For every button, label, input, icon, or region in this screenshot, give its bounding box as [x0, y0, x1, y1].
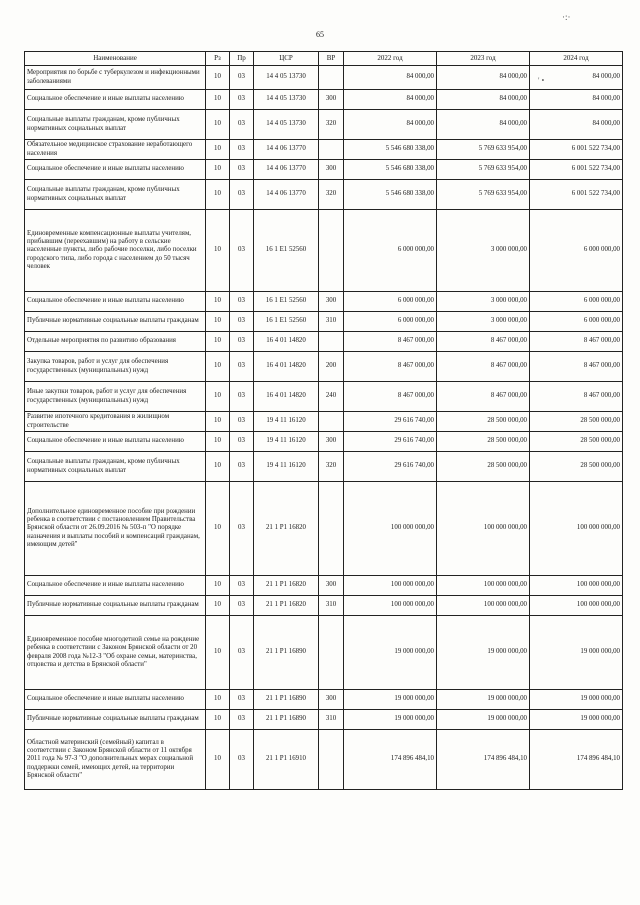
cell-y2022: 19 000 000,00 [344, 690, 437, 710]
cell-csr: 21 1 P1 16890 [254, 710, 319, 730]
cell-y2023: 3 000 000,00 [437, 210, 530, 292]
cell-vr [319, 66, 344, 90]
cell-csr: 14 4 06 13770 [254, 140, 319, 160]
cell-name: Публичные нормативные социальные выплаты гражданам [25, 710, 206, 730]
cell-y2024: 19 000 000,00 [530, 690, 623, 710]
cell-vr: 240 [319, 382, 344, 412]
cell-vr [319, 616, 344, 690]
cell-vr: 200 [319, 352, 344, 382]
cell-vr: 320 [319, 452, 344, 482]
cell-vr [319, 140, 344, 160]
cell-rz: 10 [206, 160, 230, 180]
cell-y2023: 5 769 633 954,00 [437, 180, 530, 210]
cell-pr: 03 [230, 412, 254, 432]
cell-vr [319, 730, 344, 790]
cell-vr: 300 [319, 160, 344, 180]
cell-y2024: 100 000 000,00 [530, 482, 623, 576]
cell-pr: 03 [230, 452, 254, 482]
cell-y2023: 174 896 484,10 [437, 730, 530, 790]
cell-pr: 03 [230, 432, 254, 452]
cell-vr [319, 332, 344, 352]
cell-name: Отдельные мероприятия по развитию образования [25, 332, 206, 352]
cell-pr: 03 [230, 66, 254, 90]
cell-vr: 320 [319, 180, 344, 210]
cell-name: Социальные выплаты гражданам, кроме публичных нормативных социальных выплат [25, 110, 206, 140]
cell-pr: 03 [230, 690, 254, 710]
cell-y2024: 6 001 522 734,00 [530, 180, 623, 210]
cell-y2022: 29 616 740,00 [344, 452, 437, 482]
cell-pr: 03 [230, 710, 254, 730]
cell-csr: 19 4 11 16120 [254, 412, 319, 432]
cell-pr: 03 [230, 482, 254, 576]
table-row [25, 90, 623, 110]
cell-pr: 03 [230, 332, 254, 352]
cell-rz: 10 [206, 292, 230, 312]
cell-name: Иные закупки товаров, работ и услуг для обеспечения государственных (муниципальных) нужд [25, 382, 206, 412]
cell-y2023: 19 000 000,00 [437, 710, 530, 730]
cell-rz: 10 [206, 210, 230, 292]
cell-vr: 300 [319, 432, 344, 452]
cell-rz: 10 [206, 382, 230, 412]
cell-y2023: 84 000,00 [437, 110, 530, 140]
cell-vr: 300 [319, 576, 344, 596]
cell-rz: 10 [206, 690, 230, 710]
header-pr: Пр [230, 52, 254, 66]
table-row [25, 576, 623, 596]
cell-y2022: 5 546 680 338,00 [344, 180, 437, 210]
table-row [25, 596, 623, 616]
cell-name: Дополнительное единовременное пособие при рождении ребенка в соответствии с постановлением Правительства Брянской области от 26.09.2016 № 503-п "О порядке назначения и выплаты пособий и компенсаций гражданам, имеющим детей" [25, 482, 206, 576]
cell-y2024: 6 000 000,00 [530, 312, 623, 332]
cell-y2022: 84 000,00 [344, 90, 437, 110]
cell-csr: 21 1 P1 16820 [254, 482, 319, 576]
cell-vr: 300 [319, 690, 344, 710]
cell-y2024: 6 000 000,00 [530, 292, 623, 312]
cell-rz: 10 [206, 710, 230, 730]
cell-y2023: 19 000 000,00 [437, 690, 530, 710]
table-row [25, 66, 623, 90]
header-name: Наименование [25, 52, 206, 66]
cell-y2024: 174 896 484,10 [530, 730, 623, 790]
cell-name: Социальное обеспечение и иные выплаты населению [25, 160, 206, 180]
cell-name: Социальное обеспечение и иные выплаты населению [25, 690, 206, 710]
cell-y2024: 28 500 000,00 [530, 452, 623, 482]
table-body [25, 66, 623, 790]
cell-rz: 10 [206, 596, 230, 616]
cell-rz: 10 [206, 110, 230, 140]
page-number: 65 [316, 30, 324, 39]
cell-pr: 03 [230, 90, 254, 110]
header-vr: ВР [319, 52, 344, 66]
cell-rz: 10 [206, 482, 230, 576]
cell-name: Социальные выплаты гражданам, кроме публичных нормативных социальных выплат [25, 452, 206, 482]
cell-y2024: 84 000,00 [530, 110, 623, 140]
cell-csr: 19 4 11 16120 [254, 452, 319, 482]
table-row [25, 332, 623, 352]
table-row [25, 710, 623, 730]
cell-vr [319, 482, 344, 576]
cell-y2022: 100 000 000,00 [344, 482, 437, 576]
cell-y2023: 8 467 000,00 [437, 382, 530, 412]
cell-vr [319, 210, 344, 292]
cell-pr: 03 [230, 576, 254, 596]
cell-rz: 10 [206, 180, 230, 210]
cell-pr: 03 [230, 730, 254, 790]
cell-name: Социальное обеспечение и иные выплаты населению [25, 90, 206, 110]
header-2024: 2024 год [530, 52, 623, 66]
cell-y2023: 19 000 000,00 [437, 616, 530, 690]
table-header-row [25, 52, 623, 66]
cell-y2024: 6 001 522 734,00 [530, 140, 623, 160]
cell-y2022: 174 896 484,10 [344, 730, 437, 790]
cell-rz: 10 [206, 576, 230, 596]
cell-y2023: 28 500 000,00 [437, 412, 530, 432]
cell-y2024: 100 000 000,00 [530, 596, 623, 616]
cell-rz: 10 [206, 412, 230, 432]
cell-y2022: 100 000 000,00 [344, 576, 437, 596]
cell-rz: 10 [206, 140, 230, 160]
cell-pr: 03 [230, 140, 254, 160]
header-2022: 2022 год [344, 52, 437, 66]
cell-y2023: 28 500 000,00 [437, 452, 530, 482]
cell-csr: 21 1 P1 16890 [254, 616, 319, 690]
cell-rz: 10 [206, 452, 230, 482]
cell-vr: 300 [319, 90, 344, 110]
cell-pr: 03 [230, 160, 254, 180]
cell-y2022: 8 467 000,00 [344, 382, 437, 412]
table-row [25, 160, 623, 180]
corner-mark: ·:· [562, 12, 571, 22]
cell-csr: 21 1 P1 16820 [254, 596, 319, 616]
cell-y2023: 100 000 000,00 [437, 596, 530, 616]
cell-csr: 16 4 01 14820 [254, 352, 319, 382]
cell-y2022: 100 000 000,00 [344, 596, 437, 616]
cell-pr: 03 [230, 110, 254, 140]
cell-name: Закупка товаров, работ и услуг для обеспечения государственных (муниципальных) нужд [25, 352, 206, 382]
cell-rz: 10 [206, 616, 230, 690]
cell-y2023: 8 467 000,00 [437, 332, 530, 352]
cell-y2024: 8 467 000,00 [530, 352, 623, 382]
table-row [25, 690, 623, 710]
cell-rz: 10 [206, 312, 230, 332]
cell-y2023: 28 500 000,00 [437, 432, 530, 452]
table-row [25, 412, 623, 432]
cell-name: Публичные нормативные социальные выплаты гражданам [25, 312, 206, 332]
cell-name: Социальное обеспечение и иные выплаты населению [25, 576, 206, 596]
table-row [25, 452, 623, 482]
cell-y2023: 84 000,00 [437, 90, 530, 110]
cell-name: Единовременное пособие многодетной семье на рождение ребенка в соответствии с Законом Брянской области от 20 февраля 2008 года №12-З "Об охране семьи, материнства, отцовства и детства в Брянской области" [25, 616, 206, 690]
cell-y2023: 8 467 000,00 [437, 352, 530, 382]
cell-csr: 16 1 E1 52560 [254, 210, 319, 292]
cell-y2022: 8 467 000,00 [344, 332, 437, 352]
cell-y2024: 84 000,00 [530, 90, 623, 110]
header-rz: Рз [206, 52, 230, 66]
table-row [25, 292, 623, 312]
cell-pr: 03 [230, 312, 254, 332]
cell-rz: 10 [206, 332, 230, 352]
table-row [25, 382, 623, 412]
cell-y2023: 3 000 000,00 [437, 292, 530, 312]
cell-csr: 14 4 06 13770 [254, 180, 319, 210]
header-2023: 2023 год [437, 52, 530, 66]
cell-y2022: 6 000 000,00 [344, 292, 437, 312]
cell-pr: 03 [230, 210, 254, 292]
cell-y2024: 28 500 000,00 [530, 432, 623, 452]
cell-y2022: 5 546 680 338,00 [344, 160, 437, 180]
cell-vr: 310 [319, 312, 344, 332]
cell-y2022: 19 000 000,00 [344, 710, 437, 730]
cell-rz: 10 [206, 352, 230, 382]
cell-vr: 300 [319, 292, 344, 312]
cell-y2023: 5 769 633 954,00 [437, 160, 530, 180]
cell-name: Развитие ипотечного кредитования в жилищном строительстве [25, 412, 206, 432]
cell-y2022: 84 000,00 [344, 66, 437, 90]
cell-y2024: 6 001 522 734,00 [530, 160, 623, 180]
header-csr: ЦСР [254, 52, 319, 66]
cell-y2022: 19 000 000,00 [344, 616, 437, 690]
cell-y2022: 29 616 740,00 [344, 412, 437, 432]
cell-csr: 21 1 P1 16910 [254, 730, 319, 790]
cell-csr: 16 1 E1 52560 [254, 312, 319, 332]
cell-y2024: 84 000,00 [530, 66, 623, 90]
budget-table [24, 51, 623, 790]
cell-pr: 03 [230, 292, 254, 312]
cell-pr: 03 [230, 180, 254, 210]
cell-y2022: 6 000 000,00 [344, 312, 437, 332]
cell-name: Социальные выплаты гражданам, кроме публичных нормативных социальных выплат [25, 180, 206, 210]
cell-csr: 16 4 01 14820 [254, 382, 319, 412]
cell-csr: 16 4 01 14820 [254, 332, 319, 352]
cell-vr: 320 [319, 110, 344, 140]
cell-y2023: 100 000 000,00 [437, 482, 530, 576]
cell-csr: 14 4 05 13730 [254, 110, 319, 140]
cell-rz: 10 [206, 432, 230, 452]
cell-rz: 10 [206, 66, 230, 90]
cell-y2023: 5 769 633 954,00 [437, 140, 530, 160]
cell-csr: 14 4 05 13730 [254, 66, 319, 90]
cell-name: Социальное обеспечение и иные выплаты населению [25, 432, 206, 452]
stray-mark: ' • [538, 76, 545, 85]
cell-y2023: 3 000 000,00 [437, 312, 530, 332]
table-row [25, 180, 623, 210]
cell-y2022: 29 616 740,00 [344, 432, 437, 452]
cell-name: Обязательное медицинское страхование неработающего населения [25, 140, 206, 160]
cell-csr: 14 4 05 13730 [254, 90, 319, 110]
cell-y2024: 28 500 000,00 [530, 412, 623, 432]
cell-csr: 14 4 06 13770 [254, 160, 319, 180]
cell-name: Единовременные компенсационные выплаты учителям, прибывшим (переехавшим) на работу в сельские населенные пункты, либо рабочие поселки, либо поселки городского типа, либо города с населением до 50 тысяч человек [25, 210, 206, 292]
table-row [25, 616, 623, 690]
cell-name: Публичные нормативные социальные выплаты гражданам [25, 596, 206, 616]
cell-pr: 03 [230, 382, 254, 412]
table-row [25, 140, 623, 160]
cell-name: Социальное обеспечение и иные выплаты населению [25, 292, 206, 312]
table-row [25, 482, 623, 576]
cell-y2024: 19 000 000,00 [530, 710, 623, 730]
cell-y2022: 5 546 680 338,00 [344, 140, 437, 160]
cell-y2023: 100 000 000,00 [437, 576, 530, 596]
cell-name: Областной материнский (семейный) капитал в соответствии с Законом Брянской области от 11 октября 2011 года № 97-З "О дополнительных мерах социальной поддержки семей, имеющих детей, на территории Брянской области" [25, 730, 206, 790]
cell-pr: 03 [230, 616, 254, 690]
cell-pr: 03 [230, 596, 254, 616]
cell-rz: 10 [206, 730, 230, 790]
cell-y2024: 8 467 000,00 [530, 382, 623, 412]
cell-y2024: 100 000 000,00 [530, 576, 623, 596]
table-row [25, 730, 623, 790]
table-row [25, 432, 623, 452]
table-row [25, 210, 623, 292]
cell-csr: 16 1 E1 52560 [254, 292, 319, 312]
cell-y2023: 84 000,00 [437, 66, 530, 90]
table-row [25, 312, 623, 332]
cell-name: Мероприятия по борьбе с туберкулезом и инфекционными заболеваниями [25, 66, 206, 90]
table-row [25, 352, 623, 382]
cell-y2022: 8 467 000,00 [344, 352, 437, 382]
cell-vr [319, 412, 344, 432]
cell-vr: 310 [319, 710, 344, 730]
cell-pr: 03 [230, 352, 254, 382]
cell-csr: 21 1 P1 16820 [254, 576, 319, 596]
cell-y2024: 19 000 000,00 [530, 616, 623, 690]
cell-vr: 310 [319, 596, 344, 616]
cell-rz: 10 [206, 90, 230, 110]
table-row [25, 110, 623, 140]
cell-y2024: 8 467 000,00 [530, 332, 623, 352]
cell-csr: 19 4 11 16120 [254, 432, 319, 452]
cell-y2022: 6 000 000,00 [344, 210, 437, 292]
cell-y2024: 6 000 000,00 [530, 210, 623, 292]
cell-y2022: 84 000,00 [344, 110, 437, 140]
cell-csr: 21 1 P1 16890 [254, 690, 319, 710]
